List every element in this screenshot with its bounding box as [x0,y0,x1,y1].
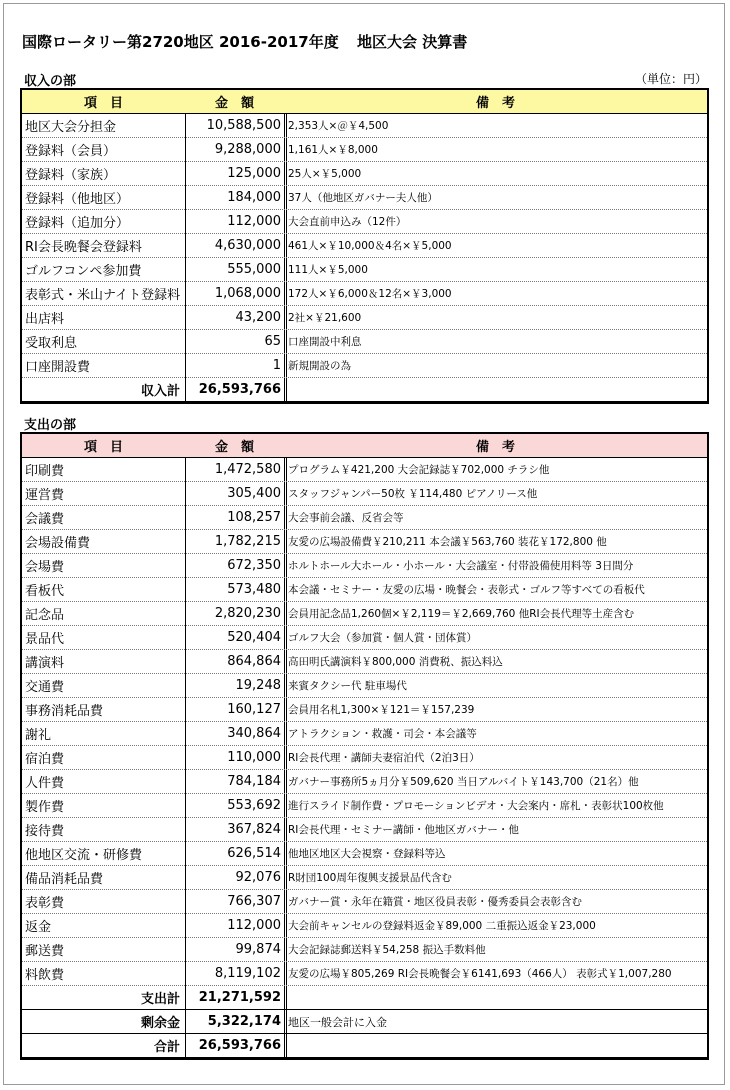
expense-row [22,650,707,674]
report-title: 地区大会 決算書 [357,33,468,51]
expense-note: 本会議・セミナー・友愛の広場・晩餐会・表彰式・ゴルフ等すべての看板代 [288,584,645,596]
expense-amount: 672,350 [227,558,281,573]
income-amount: 184,000 [227,190,281,205]
expense-item: 事務消耗品費 [25,704,104,719]
expense-note: ゴルフ大会（参加賞・個人賞・団体賞） [288,632,477,644]
header-item: 項 目 [83,96,123,111]
income-item: 受取利息 [25,336,78,351]
expense-note: 大会事前会議、反省会等 [288,512,404,524]
header-amount: 金 額 [214,96,254,111]
expense-amount: 8,119,102 [214,966,281,981]
expense-amount: 160,127 [227,702,281,717]
expense-row [22,602,707,626]
income-note: 172人×￥6,000＆12名×￥3,000 [288,288,452,300]
expense-row [22,506,707,530]
income-row [22,234,707,258]
income-note: 新規開設の為 [288,360,351,372]
expense-amount: 1,472,580 [214,462,281,477]
expense-note: RI会長代理・セミナー講師・他地区ガバナー・他 [288,824,519,836]
expense-row [22,482,707,506]
expense-amount: 19,248 [235,678,281,693]
income-row [22,138,707,162]
expense-row [22,698,707,722]
income-row [22,306,707,330]
expense-amount: 553,692 [227,798,281,813]
income-total-row [22,378,707,402]
income-note: 大会直前申込み（12件） [288,216,407,228]
header-note: 備 考 [475,96,515,111]
expense-note: ガバナー賞・永年在籍賞・地区役員表彰・優秀委員会表彰含む [288,896,582,908]
org-fiscal-year: 国際ロータリー第2720地区 2016-2017年度 [22,33,339,51]
expense-row [22,914,707,938]
surplus-row [22,1010,707,1034]
expense-row [22,578,707,602]
expense-amount: 626,514 [227,846,281,861]
expense-row [22,890,707,914]
income-total-amount: 26,593,766 [198,382,281,397]
expense-total-amount: 21,271,592 [198,990,281,1005]
income-item: ゴルフコンペ参加費 [25,264,142,279]
expense-item: 看板代 [25,584,65,599]
document-title [22,31,468,52]
expense-row [22,746,707,770]
income-row [22,114,707,138]
expense-row [22,866,707,890]
income-row [22,186,707,210]
expense-total-note [284,986,707,1009]
expense-row [22,794,707,818]
surplus-label: 剰余金 [140,1016,180,1031]
expense-header-row [22,434,707,458]
expense-note: 会員用名札1,300×￥121＝￥157,239 [288,704,475,716]
expense-row [22,770,707,794]
expense-table [20,432,709,1060]
income-amount: 1,068,000 [214,286,281,301]
expense-amount: 1,782,215 [214,534,281,549]
income-item: 登録料（他地区） [25,192,130,207]
income-amount: 65 [264,334,281,349]
income-amount: 112,000 [227,214,281,229]
income-amount: 125,000 [227,166,281,181]
expense-item: 備品消耗品費 [25,872,104,887]
expense-item: 宿泊費 [25,752,65,767]
income-row [22,210,707,234]
income-total-label: 収入計 [140,384,180,399]
expense-item: 人件費 [25,776,65,791]
expense-amount: 784,184 [227,774,281,789]
expense-note: 友愛の広場￥805,269 RI会長晩餐会￥6141,693（466人） 表彰式￥1,007,280 [288,968,672,980]
income-row [22,258,707,282]
expense-row [22,530,707,554]
expense-item: 会場設備費 [25,536,91,551]
income-item: 表彰式・米山ナイト登録料 [25,288,181,303]
expense-note: プログラム￥421,200 大会記録誌￥702,000 チラシ他 [288,464,550,476]
income-item: 登録料（追加分） [25,216,130,231]
expense-note: ホルトホール大ホール・小ホール・大会議室・付帯設備使用料等 3日間分 [288,560,634,572]
expense-item: 講演料 [25,656,65,671]
expense-item: 会場費 [25,560,65,575]
expense-item: 印刷費 [25,464,65,479]
expense-item: 料飲費 [25,968,65,983]
expense-note: 高田明氏講演料￥800,000 消費税、振込料込 [288,656,503,668]
expense-row [22,674,707,698]
expense-item: 謝礼 [25,728,52,743]
expense-amount: 110,000 [227,750,281,765]
income-amount: 43,200 [235,310,281,325]
income-amount: 1 [272,358,281,373]
income-amount: 4,630,000 [214,238,281,253]
expense-amount: 112,000 [227,918,281,933]
income-row [22,330,707,354]
income-note: 25人×￥5,000 [288,168,362,180]
expense-amount: 367,824 [227,822,281,837]
income-section-heading: 収入の部 [24,74,77,89]
income-item: 登録料（家族） [25,168,117,183]
income-amount: 9,288,000 [214,142,281,157]
expense-amount: 573,480 [227,582,281,597]
expense-row [22,554,707,578]
expense-amount: 108,257 [227,510,281,525]
grand-total-note [284,1034,707,1057]
expense-note: 進行スライド制作費・プロモーションビデオ・大会案内・席札・表彰状100枚他 [288,800,664,812]
expense-row [22,722,707,746]
expense-item: 景品代 [25,632,65,647]
income-header-row [22,90,707,114]
header-item: 項 目 [83,440,123,455]
grand-total-row [22,1034,707,1058]
expense-note: スタッフジャンパー50枚 ￥114,480 ピアノリース他 [288,488,538,500]
expense-row [22,626,707,650]
expense-total-label: 支出計 [140,992,180,1007]
income-item: RI会長晩餐会登録料 [25,240,142,255]
expense-section-heading: 支出の部 [24,418,77,433]
expense-note: ガバナー事務所5ヵ月分￥509,620 当日アルバイト￥143,700（21名）他 [288,776,639,788]
expense-amount: 766,307 [227,894,281,909]
expense-item: 会議費 [25,512,65,527]
surplus-amount: 5,322,174 [207,1014,281,1029]
expense-total-row [22,986,707,1010]
income-item: 地区大会分担金 [25,120,117,135]
expense-note: RI会長代理・講師夫妻宿泊代（2泊3日） [288,752,480,764]
expense-row [22,842,707,866]
income-note: 口座開設中利息 [288,336,362,348]
income-row [22,162,707,186]
income-note: 2,353人×＠￥4,500 [288,120,389,132]
expense-row [22,818,707,842]
income-item: 出店料 [25,312,65,327]
expense-note: 大会前キャンセルの登録料返金￥89,000 二重振込返金￥23,000 [288,920,596,932]
header-amount: 金 額 [214,440,254,455]
income-note: 461人×￥10,000＆4名×￥5,000 [288,240,452,252]
expense-amount: 340,864 [227,726,281,741]
expense-note: アトラクション・救護・司会・本会議等 [288,728,477,740]
income-amount: 10,588,500 [206,118,281,133]
expense-note: 大会記録誌郵送料￥54,258 振込手数料他 [288,944,486,956]
income-table [20,88,709,404]
income-amount: 555,000 [227,262,281,277]
income-row [22,354,707,378]
income-item: 登録料（会員） [25,144,117,159]
expense-item: 他地区交流・研修費 [25,848,143,863]
header-note: 備 考 [475,440,515,455]
surplus-note: 地区一般会計に入金 [288,1015,387,1029]
expense-amount: 305,400 [227,486,281,501]
expense-amount: 864,864 [227,654,281,669]
expense-note: R財団100周年復興支援景品代含む [288,872,452,884]
expense-row [22,458,707,482]
expense-item: 返金 [25,920,52,935]
expense-row [22,962,707,986]
expense-note: 友愛の広場設備費￥210,211 本会議￥563,760 装花￥172,800 他 [288,536,607,548]
expense-amount: 2,820,230 [214,606,281,621]
expense-amount: 520,404 [227,630,281,645]
expense-note: 会員用記念品1,260個×￥2,119＝￥2,669,760 他RI会長代理等土産含む [288,608,635,620]
unit-label: （単位：円） [634,72,707,86]
grand-total-label: 合計 [153,1040,180,1055]
expense-item: 表彰費 [25,896,65,911]
income-row [22,282,707,306]
expense-note: 他地区地区大会視察・登録料等込 [288,848,446,860]
income-note: 1,161人×￥8,000 [288,144,378,156]
expense-row [22,938,707,962]
income-note: 2社×￥21,600 [288,312,362,324]
grand-total-amount: 26,593,766 [198,1038,281,1053]
income-total-note [284,378,707,401]
expense-note: 来賓タクシー代 駐車場代 [288,680,407,692]
expense-amount: 92,076 [235,870,281,885]
expense-item: 交通費 [25,680,65,695]
expense-item: 運営費 [25,488,65,503]
expense-item: 製作費 [25,800,65,815]
expense-item: 記念品 [25,608,65,623]
expense-item: 接待費 [25,824,65,839]
expense-item: 郵送費 [25,944,65,959]
expense-amount: 99,874 [235,942,281,957]
income-note: 111人×￥5,000 [288,264,368,276]
income-item: 口座開設費 [25,360,91,375]
income-note: 37人（他地区ガバナー夫人他） [288,192,438,204]
